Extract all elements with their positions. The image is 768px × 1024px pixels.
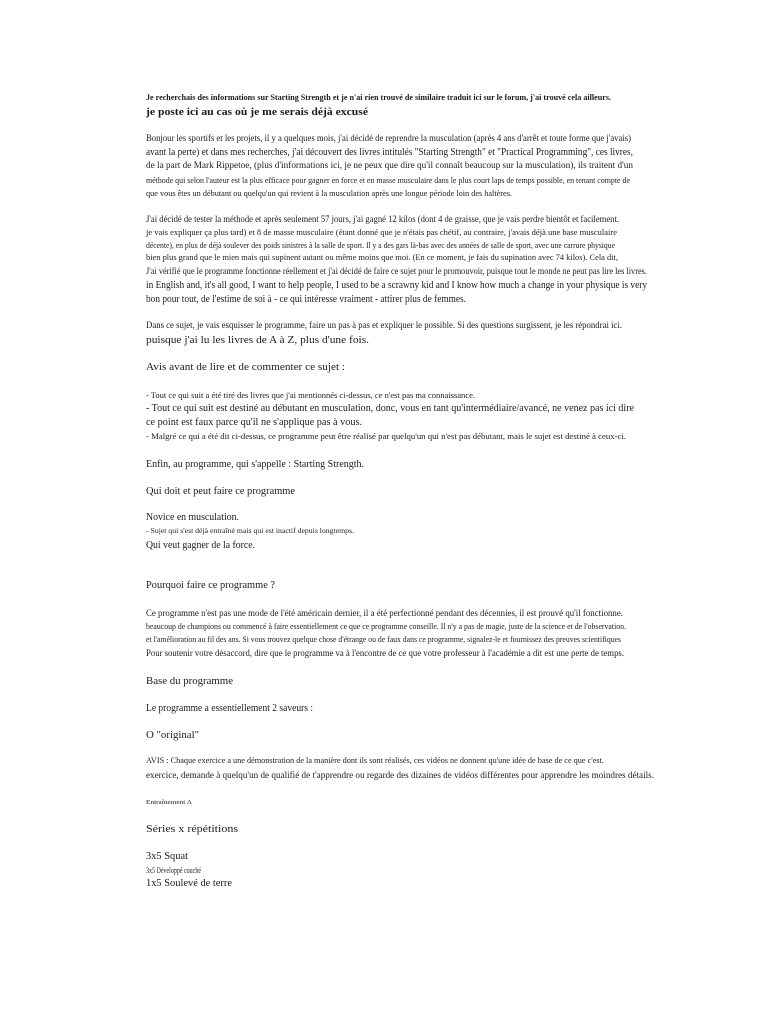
- intro-line: je poste ici au cas où je me serais déjà excusé: [146, 107, 368, 118]
- exercise-item: 3x5 Développé couché: [146, 865, 201, 875]
- intro-line: Je recherchais des informations sur Starting Strength et je n'ai rien trouvé de similaire traduit ici sur le forum, j'ai trouvé cela ailleurs.: [146, 92, 611, 102]
- paragraph-line: in English and, it's all good, I want to help people, I used to be a scrawny kid and I know how much a change in your physique is very: [146, 280, 647, 291]
- section-heading: Base du programme: [146, 676, 233, 687]
- notice-item: - Tout ce qui suit a été tiré des livres que j'ai mentionnés ci-dessus, ce n'est pas ma connaissance.: [146, 391, 476, 400]
- paragraph-line: bien plus grand que le mien mais qui supinent autant ou même moins que moi. (En ce moment, je fais du supination avec 74 kilos). Cela dit,: [146, 252, 618, 262]
- list-item: Novice en musculation.: [146, 512, 239, 523]
- list-item: Qui veut gagner de la force.: [146, 540, 255, 551]
- paragraph-line: méthode qui selon l'auteur est la plus efficace pour gagner en force et en masse musculaire dans le plus court laps de temps possible, en tenant compte de: [146, 176, 630, 185]
- workout-label: Entraînement A: [146, 799, 192, 806]
- section-heading: Qui doit et peut faire ce programme: [146, 486, 295, 497]
- paragraph-line: puisque j'ai lu les livres de A à Z, plus d'une fois.: [146, 335, 369, 346]
- flavor-original-heading: O "original": [146, 729, 199, 741]
- flavors-line: Le programme a essentiellement 2 saveurs :: [146, 703, 313, 714]
- paragraph-line: de la part de Mark Rippetoe, (plus d'informations ici, je ne peux que dire qu'il connaît beaucoup sur la musculation), ils traitent d'un: [146, 161, 633, 171]
- paragraph-line: Ce programme n'est pas une mode de l'été américain dernier, il a été perfectionné pendant des décennies, il est prouvé qu'il fonctionne.: [146, 608, 623, 618]
- paragraph-line: J'ai décidé de tester la méthode et après seulement 57 jours, j'ai gagné 12 kilos (dont 4 de graisse, que je vais perdre bientôt et facilement.: [146, 214, 619, 224]
- program-name-line: Enfin, au programme, qui s'appelle : Starting Strength.: [146, 459, 364, 470]
- paragraph-line: et l'amélioration au fil des ans. Si vous trouvez quelque chose d'étrange ou de faux dans ce programme, signalez-le et fournissez des preuves scientifiques: [146, 635, 621, 644]
- paragraph-line: bon pour tout, de l'estime de soi à - ce qui intéresse vraiment - attirer plus de femmes.: [146, 294, 466, 305]
- paragraph-line: je vais expliquer ça plus tard) et 8 de masse musculaire (étant donné que je n'étais pas chétif, au contraire, j'avais déjà une base musculaire: [146, 227, 617, 237]
- exercise-item: 3x5 Squat: [146, 851, 188, 862]
- paragraph-line: J'ai vérifié que le programme fonctionne réellement et j'ai décidé de faire ce sujet pour le promouvoir, puisque tout le monde ne peut pas lire les livres.: [146, 267, 647, 277]
- avis-line: AVIS : Chaque exercice a une démonstration de la manière dont ils sont réalisés, ces vidéos ne donnent qu'une idée de base de ce que c'est.: [146, 755, 604, 765]
- notice-heading: Avis avant de lire et de commenter ce sujet :: [146, 362, 345, 373]
- sets-heading: Séries x répétitions: [146, 823, 238, 835]
- paragraph-line: Pour soutenir votre désaccord, dire que le programme va à l'encontre de ce que votre professeur à l'académie a dit est une perte de temps.: [146, 648, 624, 658]
- paragraph-line: Bonjour les sportifs et les projets, il y a quelques mois, j'ai décidé de reprendre la musculation (après 4 ans d'arrêt et toute forme que j'avais): [146, 133, 631, 143]
- exercise-item: 1x5 Soulevé de terre: [146, 878, 232, 889]
- paragraph-line: Dans ce sujet, je vais esquisser le programme, faire un pas à pas et expliquer le possible. Si des questions surgissent, je les répondrai ici.: [146, 320, 622, 330]
- paragraph-line: que vous êtes un débutant ou quelqu'un qui revient à la musculation après une longue période loin des haltères.: [146, 188, 512, 198]
- paragraph-line: décente), en plus de déjà soulever des poids sinistres à la salle de sport. Il y a des gars là-bas avec des années de salle de sport, avec une carrure physique: [146, 241, 615, 250]
- notice-item: - Tout ce qui suit est destiné au débutant en musculation, donc, vous en tant qu'intermédiaire/avancé, ne venez pas ici dire: [146, 403, 634, 414]
- paragraph-line: beaucoup de champions ou commencé à faire essentiellement ce que ce programme conseille. Il n'y a pas de magie, juste de la science et de l'observation.: [146, 622, 626, 631]
- avis-line: exercice, demande à quelqu'un de qualifié de t'apprendre ou regarde des dizaines de vidéos différentes pour apprendre les moindres détails.: [146, 771, 654, 781]
- notice-item: ce point est faux parce qu'il ne s'applique pas à vous.: [146, 417, 362, 428]
- section-heading: Pourquoi faire ce programme ?: [146, 580, 275, 591]
- notice-item: - Malgré ce qui a été dit ci-dessus, ce programme peut être réalisé par quelqu'un qui n'est pas débutant, mais le sujet est destiné à ceux-ci.: [146, 431, 626, 441]
- list-item: - Sujet qui s'est déjà entraîné mais qui est inactif depuis longtemps.: [146, 526, 354, 535]
- paragraph-line: avant la perte) et dans mes recherches, j'ai découvert des livres intitulés "Starting Strength" et "Practical Programming", ces livres,: [146, 147, 633, 158]
